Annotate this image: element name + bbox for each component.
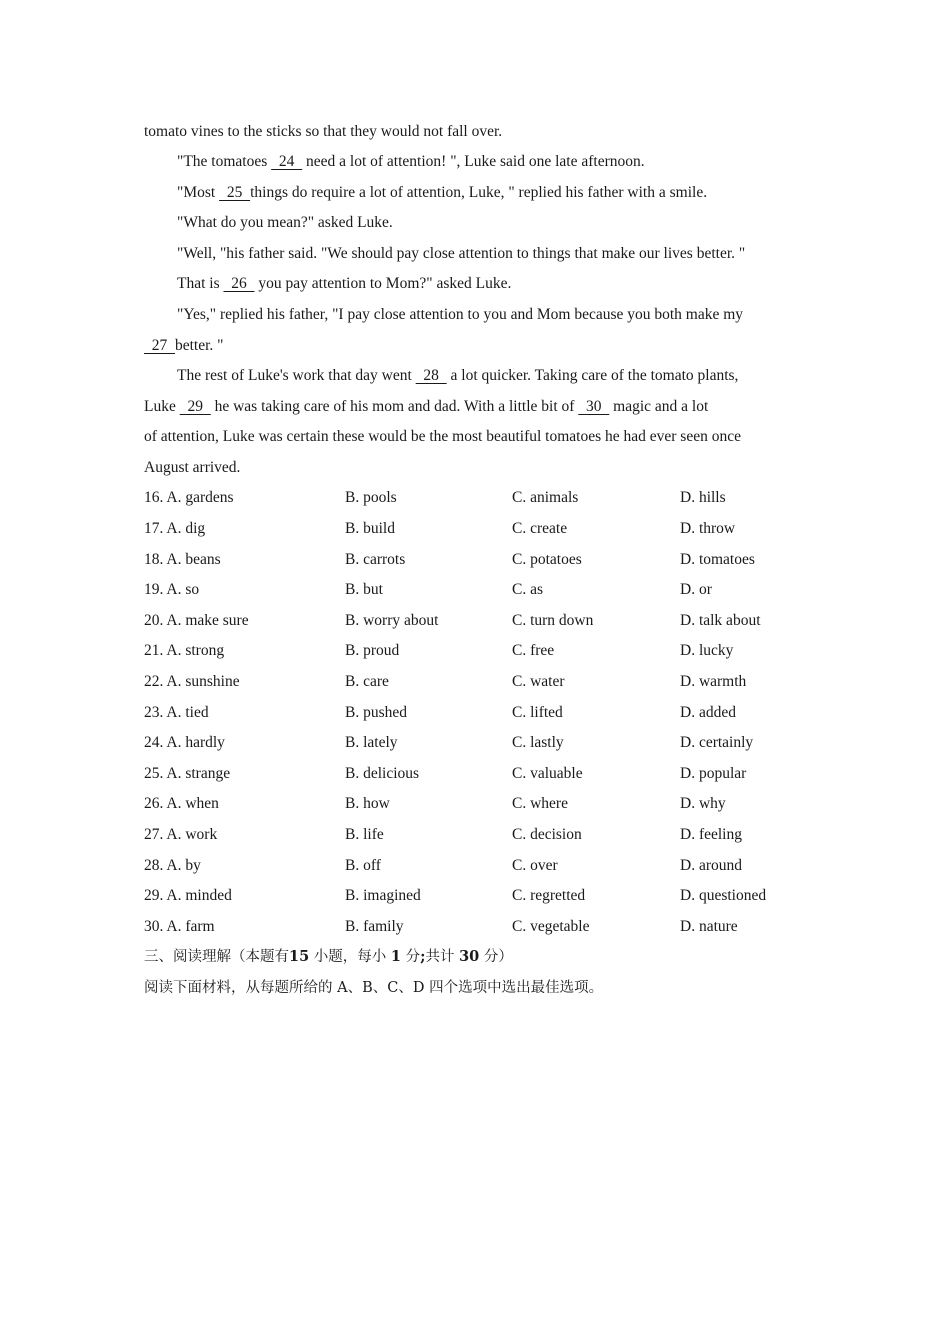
blank-24: 24 (271, 153, 303, 170)
text: 15 (289, 948, 310, 965)
option-a: 24. A. hardly (144, 734, 225, 751)
text: The rest of Luke's work that day went (177, 367, 416, 384)
question-row (0, 825, 950, 845)
question-row (0, 611, 950, 631)
option-d: D. throw (680, 520, 736, 537)
text: 共计 (425, 949, 460, 965)
passage-line: "What do you mean?" asked Luke. (177, 214, 393, 231)
text: "Most (177, 184, 220, 201)
question-row (0, 764, 950, 784)
passage-line: "Well, "his father said. "We should pay close attention to things that make our lives better. " (177, 245, 746, 262)
option-a: 26. A. when (144, 795, 219, 812)
option-c: C. vegetable (512, 918, 590, 935)
option-c: C. lifted (512, 704, 563, 721)
option-a: 16. A. gardens (144, 489, 234, 506)
option-d: D. why (680, 795, 726, 812)
option-d: D. tomatoes (680, 551, 755, 568)
blank-25: 25 (219, 184, 251, 201)
option-b: B. family (345, 918, 404, 935)
text: magic and a lot (609, 398, 709, 415)
question-row (0, 488, 950, 508)
passage-line (177, 274, 511, 294)
question-row (0, 733, 950, 753)
passage-line (177, 152, 645, 172)
option-a: 22. A. sunshine (144, 673, 240, 690)
question-row (0, 580, 950, 600)
option-c: C. valuable (512, 765, 583, 782)
option-a: 20. A. make sure (144, 612, 249, 629)
option-c: C. where (512, 795, 568, 812)
text: ; (420, 948, 426, 965)
option-d: D. lucky (680, 642, 734, 659)
option-a: 19. A. so (144, 581, 200, 598)
text: you pay attention to Mom?" asked Luke. (254, 275, 512, 292)
passage-line (144, 336, 224, 356)
option-c: C. water (512, 673, 565, 690)
passage-line: tomato vines to the sticks so that they would not fall over. (144, 123, 503, 140)
option-a: 29. A. minded (144, 887, 232, 904)
option-a: 25. A. strange (144, 765, 231, 782)
option-c: C. animals (512, 489, 579, 506)
text: 分 (401, 949, 421, 965)
option-c: C. as (512, 581, 543, 598)
blank-26: 26 (223, 275, 255, 292)
option-a: 27. A. work (144, 826, 218, 843)
option-b: B. worry about (345, 612, 439, 629)
text: better. " (175, 337, 224, 354)
text: 30 (459, 948, 480, 965)
blank-30: 30 (578, 398, 610, 415)
option-b: B. pushed (345, 704, 407, 721)
question-row (0, 886, 950, 906)
option-b: B. care (345, 673, 389, 690)
text: 1 (390, 948, 401, 965)
question-row (0, 641, 950, 661)
question-row (0, 856, 950, 876)
blank-29: 29 (179, 398, 211, 415)
option-b: B. proud (345, 642, 400, 659)
option-a: 21. A. strong (144, 642, 225, 659)
option-b: B. off (345, 857, 381, 874)
text: "The tomatoes (177, 153, 272, 170)
question-row (0, 917, 950, 937)
option-a: 17. A. dig (144, 520, 206, 537)
option-d: D. or (680, 581, 712, 598)
option-b: B. but (345, 581, 383, 598)
option-d: D. feeling (680, 826, 742, 843)
text: That is (177, 275, 224, 292)
option-b: B. how (345, 795, 390, 812)
option-a: 28. A. by (144, 857, 201, 874)
option-d: D. hills (680, 489, 726, 506)
passage-line: "Yes," replied his father, "I pay close attention to you and Mom because you both make my (177, 306, 744, 323)
option-c: C. decision (512, 826, 582, 843)
question-row (0, 519, 950, 539)
option-d: D. certainly (680, 734, 754, 751)
option-d: D. added (680, 704, 736, 721)
text: a lot quicker. Taking care of the tomato plants, (446, 367, 739, 384)
option-b: B. delicious (345, 765, 420, 782)
option-b: B. imagined (345, 887, 421, 904)
section-heading (144, 947, 513, 967)
question-row (0, 794, 950, 814)
section-instruction: 阅读下面材料，从每题所给的 A、B、C、D 四个选项中选出最佳选项。 (144, 980, 604, 996)
option-c: C. free (512, 642, 555, 659)
passage-line: August arrived. (144, 459, 241, 476)
question-row (0, 672, 950, 692)
option-d: D. nature (680, 918, 738, 935)
blank-27: 27 (144, 337, 175, 354)
passage-line (177, 366, 738, 386)
text: he was taking care of his mom and dad. With a little bit of (210, 398, 579, 415)
text: 分） (479, 949, 513, 965)
option-d: D. popular (680, 765, 747, 782)
option-b: B. build (345, 520, 395, 537)
option-b: B. carrots (345, 551, 406, 568)
text: Luke (144, 398, 180, 415)
option-c: C. turn down (512, 612, 594, 629)
text: things do require a lot of attention, Luke, " replied his father with a smile. (250, 184, 708, 201)
passage-line (177, 183, 707, 203)
option-c: C. lastly (512, 734, 564, 751)
option-c: C. potatoes (512, 551, 582, 568)
text: need a lot of attention! ", Luke said one late afternoon. (302, 153, 645, 170)
option-b: B. pools (345, 489, 397, 506)
passage-line: of attention, Luke was certain these would be the most beautiful tomatoes he had ever seen once (144, 428, 741, 445)
option-c: C. over (512, 857, 558, 874)
option-c: C. regretted (512, 887, 586, 904)
option-a: 23. A. tied (144, 704, 209, 721)
text: 三、阅读理解（本题有 (144, 949, 289, 965)
option-a: 30. A. farm (144, 918, 215, 935)
option-d: D. talk about (680, 612, 761, 629)
option-d: D. around (680, 857, 742, 874)
passage-line (144, 397, 708, 417)
blank-28: 28 (415, 367, 447, 384)
option-b: B. life (345, 826, 384, 843)
question-row (0, 703, 950, 723)
option-c: C. create (512, 520, 568, 537)
text: 小题，每小 (309, 949, 391, 965)
option-b: B. lately (345, 734, 398, 751)
question-row (0, 550, 950, 570)
option-d: D. questioned (680, 887, 767, 904)
option-a: 18. A. beans (144, 551, 221, 568)
option-d: D. warmth (680, 673, 747, 690)
